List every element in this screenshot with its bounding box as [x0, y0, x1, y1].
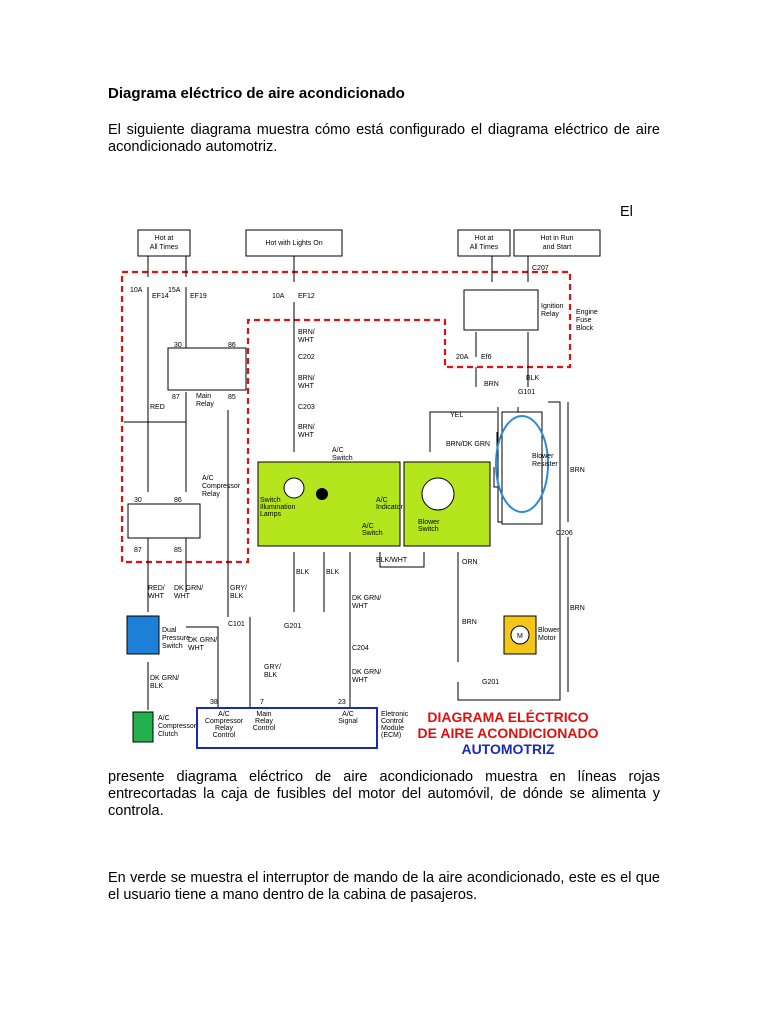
diagram-heading-line-2: DE AIRE ACONDICIONADO	[417, 725, 599, 741]
wire-brn-label-1: BRN	[484, 381, 499, 388]
wire-dk-grn-blk-a: DK GRN/	[150, 675, 180, 682]
fuse-10a-label-2: 10A	[272, 293, 285, 300]
comp-relay-label-c: Relay	[202, 491, 220, 498]
ecm-main-a: Main	[256, 711, 272, 718]
ecm-pin-38: 38	[210, 699, 218, 706]
indicator-label-b: Indicator	[376, 504, 403, 511]
c101-label: C101	[228, 621, 245, 628]
wire-orn-label: ORN	[462, 559, 478, 566]
ecm-pin-23: 23	[338, 699, 346, 706]
hot-at-all-times-box-1	[138, 230, 190, 256]
hot-label-2b: All Times	[469, 244, 499, 251]
ecm-comp-a: A/C	[218, 711, 230, 718]
ecm-label-c: Module	[381, 725, 404, 732]
dual-pressure-switch	[127, 616, 159, 654]
blower-switch-label-b: Switch	[418, 526, 439, 533]
wire-gry-blk-1b: BLK	[230, 593, 244, 600]
wire-gry-blk-2a: GRY/	[264, 664, 281, 671]
inner-switch-label-b: Switch	[362, 530, 383, 537]
wire-dk-grn-wht-3b: WHT	[174, 593, 190, 600]
pressure-label-c: Switch	[162, 643, 183, 650]
clutch-label-b: Compressor	[158, 723, 197, 730]
ac-switch-label-a: A/C	[332, 447, 344, 454]
intro-paragraph: El siguiente diagrama muestra cómo está configurado el diagrama eléctrico de aire acondicionado automotriz.	[108, 122, 660, 155]
wire-brn-wht-1a: BRN/	[298, 329, 315, 336]
wire-brn-dk-grn-label: BRN/DK GRN	[446, 441, 490, 448]
c207-label: C207	[532, 265, 549, 272]
word-el: El	[620, 204, 633, 220]
hot-run-label-b: and Start	[542, 244, 572, 251]
comp-relay-pin-30: 30	[134, 497, 142, 504]
main-relay-pin-85: 85	[228, 394, 236, 401]
hot-run-label-a: Hot in Run	[540, 235, 574, 242]
ignition-label-a: Ignition	[541, 303, 564, 310]
ecm-label-b: Control	[381, 718, 404, 725]
wire-dk-grn-wht-4a: DK GRN/	[188, 637, 218, 644]
paragraph-switch: En verde se muestra el interruptor de mando de la aire acondicionado, este es el que el usuario tiene a mano dentro de la cabina de pasajeros.	[108, 870, 660, 903]
g201-label-1: G201	[284, 623, 302, 630]
wire-brn-label-2: BRN	[570, 467, 585, 474]
blower-motor-label-b: Motor	[538, 635, 556, 642]
illumination-label-b: Illumination	[260, 504, 296, 511]
ac-switch-label-b: Switch	[332, 455, 353, 462]
ac-wiring-diagram	[100, 222, 620, 762]
ignition-relay-box	[464, 290, 538, 330]
illumination-label-c: Lamps	[260, 511, 282, 518]
ecm-main-b: Relay	[255, 718, 273, 725]
blower-switch-dial-icon	[422, 478, 454, 510]
illumination-label-a: Switch	[260, 497, 281, 504]
main-relay-box	[168, 348, 246, 390]
wire-yel-label: YEL	[450, 412, 464, 419]
wire-dk-grn-wht-3a: DK GRN/	[174, 585, 204, 592]
wire-blk-label-2: BLK	[296, 569, 310, 576]
ecm-signal-a: A/C	[342, 711, 354, 718]
ignition-label-b: Relay	[541, 311, 559, 318]
diagram-heading-line-1: DIAGRAMA ELÉCTRICO	[427, 709, 589, 725]
wire-gry-blk-2b: BLK	[264, 672, 278, 679]
fuse-10a-label: 10A	[130, 287, 143, 294]
comp-relay-label-a: A/C	[202, 475, 214, 482]
ef6-label: Ef6	[481, 354, 492, 361]
main-relay-label-a: Main	[196, 393, 212, 400]
pressure-label-b: Pressure	[162, 635, 191, 642]
wire-blk-label-3: BLK	[326, 569, 340, 576]
comp-relay-label-b: Compressor	[202, 483, 241, 490]
wire-gry-blk-1a: GRY/	[230, 585, 247, 592]
wire-dk-grn-wht-2a: DK GRN/	[352, 669, 382, 676]
comp-relay-pin-85: 85	[174, 547, 182, 554]
ef14-label: EF14	[152, 293, 169, 300]
ecm-main-c: Control	[252, 725, 276, 732]
wire-brn-wht-3b: WHT	[298, 432, 314, 439]
fuse-block-label-a: Engine	[576, 309, 598, 316]
g101-label: G101	[518, 389, 536, 396]
fuse-block-label-c: Block	[576, 325, 594, 332]
ecm-label-d: (ECM)	[381, 732, 402, 739]
diagram-heading-line-3: AUTOMOTRIZ	[461, 741, 555, 757]
hot-label-1a: Hot at	[154, 235, 174, 242]
c206-label: C206	[556, 530, 573, 537]
ecm-comp-d: Control	[212, 732, 236, 739]
inner-switch-label-a: A/C	[362, 523, 374, 530]
resister-label-b: Resister	[532, 461, 558, 468]
wire-red-label: RED	[150, 404, 165, 411]
illumination-lamp-icon	[284, 478, 304, 498]
ecm-signal-b: Signal	[338, 718, 358, 725]
blower-switch-label-a: Blower	[418, 519, 440, 526]
ecm-comp-c: Relay	[215, 725, 233, 732]
wire-brn-label-4: BRN	[462, 619, 477, 626]
indicator-led-icon	[316, 488, 328, 500]
hot-label-2a: Hot at	[474, 235, 494, 242]
wire-blk-label-1: BLK	[526, 375, 540, 382]
wire-brn-wht-3a: BRN/	[298, 424, 315, 431]
c203-label: C203	[298, 404, 315, 411]
hot-at-all-times-box-2	[458, 230, 510, 256]
wire-brn-wht-2b: WHT	[298, 383, 314, 390]
blower-motor-label-a: Blower	[538, 627, 560, 634]
ecm-label-a: Eletronic	[381, 711, 409, 718]
motor-letter: M	[517, 633, 523, 640]
wire-brn-wht-1b: WHT	[298, 337, 314, 344]
wire-dk-grn-wht-1a: DK GRN/	[352, 595, 382, 602]
paragraph-fuse-block: presente diagrama eléctrico de aire acondicionado muestra en líneas rojas entrecortadas la caja de fusibles del motor del automóvil, de dónde se alimenta y controla.	[108, 769, 660, 819]
wire-blk-wht-label: BLK/WHT	[376, 557, 408, 564]
hot-label-1b: All Times	[149, 244, 179, 251]
pressure-label-a: Dual	[162, 627, 177, 634]
fuse-15a-label: 15A	[168, 287, 181, 294]
ef12-label: EF12	[298, 293, 315, 300]
wire-dk-grn-blk-b: BLK	[150, 683, 164, 690]
main-relay-pin-86: 86	[228, 342, 236, 349]
clutch-label-a: A/C	[158, 715, 170, 722]
wire-brn-label-3: BRN	[570, 605, 585, 612]
fuse-block-label-b: Fuse	[576, 317, 592, 324]
wire-dk-grn-wht-1b: WHT	[352, 603, 368, 610]
wire-red-wht-a: RED/	[148, 585, 165, 592]
resister-label-a: Blower	[532, 453, 554, 460]
compressor-relay-box	[128, 504, 200, 538]
hot-in-run-box	[514, 230, 600, 256]
wire-red-wht-b: WHT	[148, 593, 164, 600]
c202-label: C202	[298, 354, 315, 361]
c204-label: C204	[352, 645, 369, 652]
main-relay-pin-87: 87	[172, 394, 180, 401]
hot-lights-label: Hot with Lights On	[265, 240, 323, 247]
clutch-label-c: Clutch	[158, 731, 178, 738]
wire-dk-grn-wht-4b: WHT	[188, 645, 204, 652]
fuse-20a-label: 20A	[456, 354, 469, 361]
g201-label-2: G201	[482, 679, 500, 686]
comp-relay-pin-86: 86	[174, 497, 182, 504]
comp-relay-pin-87: 87	[134, 547, 142, 554]
ecm-comp-b: Compressor	[204, 718, 244, 725]
main-relay-pin-30: 30	[174, 342, 182, 349]
document-title: Diagrama eléctrico de aire acondicionado	[108, 85, 405, 102]
wire-dk-grn-wht-2b: WHT	[352, 677, 368, 684]
ef19-label: EF19	[190, 293, 207, 300]
ecm-pin-7: 7	[260, 699, 264, 706]
blower-resister-box	[502, 412, 542, 524]
main-relay-label-b: Relay	[196, 401, 214, 408]
wire-brn-wht-2a: BRN/	[298, 375, 315, 382]
compressor-clutch	[133, 712, 153, 742]
indicator-label-a: A/C	[376, 497, 388, 504]
